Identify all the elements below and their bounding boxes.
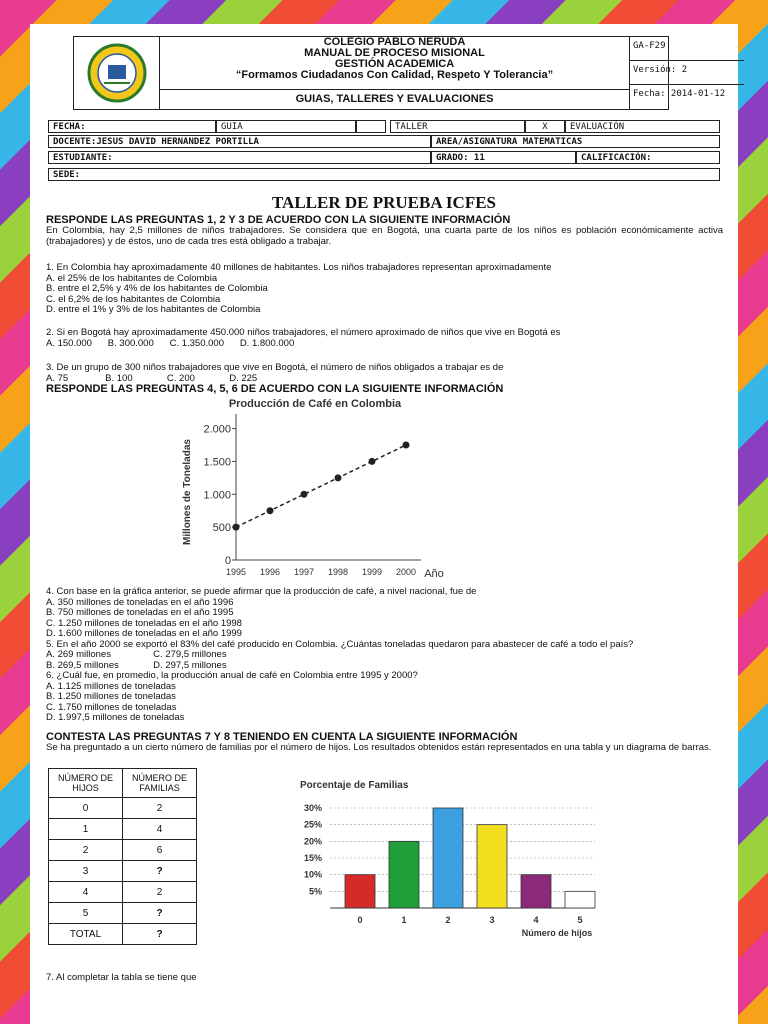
header-center [160,37,630,109]
bar [389,841,419,908]
y-axis-label: Millones de Toneladas [182,439,193,545]
section-1-heading: RESPONDE LAS PREGUNTAS 1, 2 Y 3 DE ACUERDO CON LA SIGUIENTE INFORMACIÓN [46,214,511,226]
families-count-cell[interactable]: ? [123,924,197,945]
coffee-production-chart [170,392,460,582]
question-5-text: 5. En el año 2000 se exportó el 83% del café producido en Colombia. ¿Cuántas toneladas quedaron para abastecer de café a todo el país? [46,638,634,650]
teacher-field[interactable]: DOCENTE:JESUS DAVID HERNANDEZ PORTILLA [48,135,431,148]
chart-title: Porcentaje de Familias [300,780,409,791]
section-3 [46,731,723,754]
school-logo [74,37,160,109]
score-field[interactable]: CALIFICACIÓN: [576,151,720,164]
question-6-option-c[interactable]: C. 1.750 millones de toneladas [46,701,177,713]
guide-option[interactable]: GUIA [216,120,356,133]
x-tick-label: 4 [533,915,539,925]
x-tick-label: 5 [577,915,583,925]
question-6-option-a[interactable]: A. 1.125 millones de toneladas [46,680,176,692]
x-tick-label: 2000 [395,567,417,577]
question-5-options-bd[interactable]: B. 269,5 millones D. 297,5 millones [46,659,227,671]
x-tick-label: 1997 [293,567,315,577]
children-count-cell: 5 [49,903,123,924]
families-count-cell: 4 [123,819,197,840]
table-row [49,903,197,924]
grade-field[interactable]: GRADO: 11 [431,151,576,164]
school-motto: “Formamos Ciudadanos Con Calidad, Respeto Y Tolerancia” [235,69,554,81]
children-count-cell: 0 [49,798,123,819]
section-1 [46,214,723,247]
document-subtitle: GUIAS, TALLERES Y EVALUACIONES [160,89,629,105]
y-tick-label: 1.500 [203,456,231,469]
questions-4-6 [46,587,723,724]
document-version: Versión: 2 [630,61,744,85]
bar [433,808,463,908]
question-1 [46,263,723,316]
document-code: GA-F29 [630,37,744,61]
y-tick-label: 5% [308,886,322,897]
x-axis-label: Número de hijos [521,928,593,938]
x-axis-label: Año [424,568,444,580]
x-tick-label: 1998 [327,567,349,577]
y-tick-label: 25% [303,819,322,830]
table-header-children: NÚMERO DE HIJOS [49,769,123,798]
y-tick-label: 2.000 [203,423,231,436]
question-1-option-c[interactable]: C. el 6,2% de los habitantes de Colombia [46,293,221,305]
question-1-option-b[interactable]: B. entre el 2,5% y 4% de los habitantes de Colombia [46,283,268,294]
data-point [267,507,274,514]
question-4-option-d[interactable]: D. 1.600 millones de toneladas en el año 1999 [46,628,242,639]
x-tick-label: 3 [489,915,495,925]
data-point [369,458,376,465]
y-tick-label: 1.000 [203,489,231,502]
table-header-families: NÚMERO DE FAMILIAS [123,769,197,798]
x-tick-label: 1996 [259,567,281,577]
families-bar-chart [295,774,625,940]
y-tick-label: 0 [224,555,231,567]
manual-name: MANUAL DE PROCESO MISIONAL [304,47,485,59]
subject-field[interactable]: AREA/ASIGNATURA MATEMATICAS [431,135,720,148]
date-field[interactable]: FECHA: [48,120,216,133]
student-field[interactable]: ESTUDIANTE: [48,151,431,164]
y-tick-label: 15% [303,853,322,863]
question-2 [46,328,723,349]
question-7 [46,973,723,984]
families-count-cell: 2 [123,798,197,819]
x-tick-label: 1995 [225,567,247,577]
document-header [73,36,726,110]
table-row [49,861,197,882]
y-tick-label: 30% [303,803,322,813]
children-count-cell: TOTAL [49,924,123,945]
section-2-heading: RESPONDE LAS PREGUNTAS 4, 5, 6 DE ACUERDO CON LA SIGUIENTE INFORMACIÓN [46,383,504,395]
y-tick-label: 10% [303,869,322,880]
families-count-cell: 6 [123,840,197,861]
section-3-heading: CONTESTA LAS PREGUNTAS 7 Y 8 TENIENDO EN CUENTA LA SIGUIENTE INFORMACIÓN [46,731,518,743]
document-date: Fecha: 2014-01-12 [633,89,726,99]
data-point [403,442,410,449]
children-count-cell: 2 [49,840,123,861]
question-4-option-a[interactable]: A. 350 millones de toneladas en el año 1996 [46,596,234,608]
table-row [49,819,197,840]
question-3-text: 3. De un grupo de 300 niños trabajadores que vive en Bogotá, el número de niños obligados a trabajar es de [46,362,504,373]
bar [345,875,375,908]
school-name: COLEGIO PABLO NERUDA [323,36,466,48]
data-point [233,524,240,531]
table-row [49,924,197,945]
families-count-cell: 2 [123,882,197,903]
question-5-options-ac[interactable]: A. 269 millones C. 279,5 millones [46,649,227,660]
chart-title: Producción de Café en Colombia [228,398,402,410]
question-1-text: 1. En Colombia hay aproximadamente 40 millones de habitantes. Los niños trabajadores representan aproximadamente [46,262,552,273]
x-tick-label: 1 [401,915,407,925]
question-7-text: 7. Al completar la tabla se tiene que [46,972,197,983]
question-2-options[interactable]: A. 150.000 B. 300.000 C. 1.350.000 D. 1.800.000 [46,337,295,349]
section-1-intro: En Colombia, hay 2,5 millones de niños trabajadores. Se considera que en Bogotá, una cuarta parte de los niños es población económicamente activa (trabajadores) y de éstos, uno de cada tres está obligado a trabajar. [46,225,723,247]
bar [521,875,551,908]
workshop-checkbox[interactable]: X [525,120,565,133]
question-4-text: 4. Con base en la gráfica anterior, se puede afirmar que la producción de café, a nivel nacional, fue de [46,586,477,597]
management-area: GESTIÓN ACADEMICA [334,58,455,70]
x-tick-label: 0 [357,915,363,925]
table-row [49,882,197,903]
children-count-cell: 3 [49,861,123,882]
question-4-option-c[interactable]: C. 1.250 millones de toneladas en el año 1998 [46,617,242,629]
guide-checkbox[interactable] [356,120,386,133]
question-3 [46,363,723,384]
bar [477,825,507,908]
question-6-text: 6. ¿Cuál fue, en promedio, la producción anual de café en Colombia entre 1995 y 2000? [46,670,418,681]
school-seal-icon [74,37,160,109]
data-point [301,491,308,498]
table-row [49,840,197,861]
families-count-cell[interactable]: ? [123,903,197,924]
y-tick-label: 20% [303,836,322,847]
bar [565,891,595,908]
children-count-cell: 4 [49,882,123,903]
families-count-cell[interactable]: ? [123,861,197,882]
document-meta [630,37,744,109]
x-tick-label: 2 [445,915,451,925]
question-4-option-b[interactable]: B. 750 millones de toneladas en el año 1995 [46,607,234,618]
evaluation-option[interactable]: EVALUACIÓN [565,120,720,133]
data-point [335,474,342,481]
question-1-option-d[interactable]: D. entre el 1% y 3% de los habitantes de Colombia [46,304,261,315]
question-3-options[interactable]: A. 75 B. 100 C. 200 D. 225 [46,372,258,384]
question-6-option-b[interactable]: B. 1.250 millones de toneladas [46,691,176,702]
question-6-option-d[interactable]: D. 1.997,5 millones de toneladas [46,712,185,723]
workshop-option[interactable]: TALLER [390,120,525,133]
families-table [48,768,197,945]
x-tick-label: 1999 [361,567,383,577]
campus-field[interactable]: SEDE: [48,168,720,181]
table-row [49,798,197,819]
children-count-cell: 1 [49,819,123,840]
table-header-row [49,769,197,798]
question-2-text: 2. Si en Bogotá hay aproximadamente 450.000 niños trabajadores, el número aproximado de niños que vive en Bogotá es [46,327,561,338]
y-tick-label: 500 [212,522,231,535]
worksheet-title: TALLER DE PRUEBA ICFES [271,193,497,212]
section-3-intro: Se ha preguntado a un cierto número de familias por el número de hijos. Los resultados obtenidos están representados en una tabla y un diagrama de barras. [46,742,712,753]
question-1-option-a[interactable]: A. el 25% de los habitantes de Colombia [46,272,218,284]
series-line [236,445,406,527]
